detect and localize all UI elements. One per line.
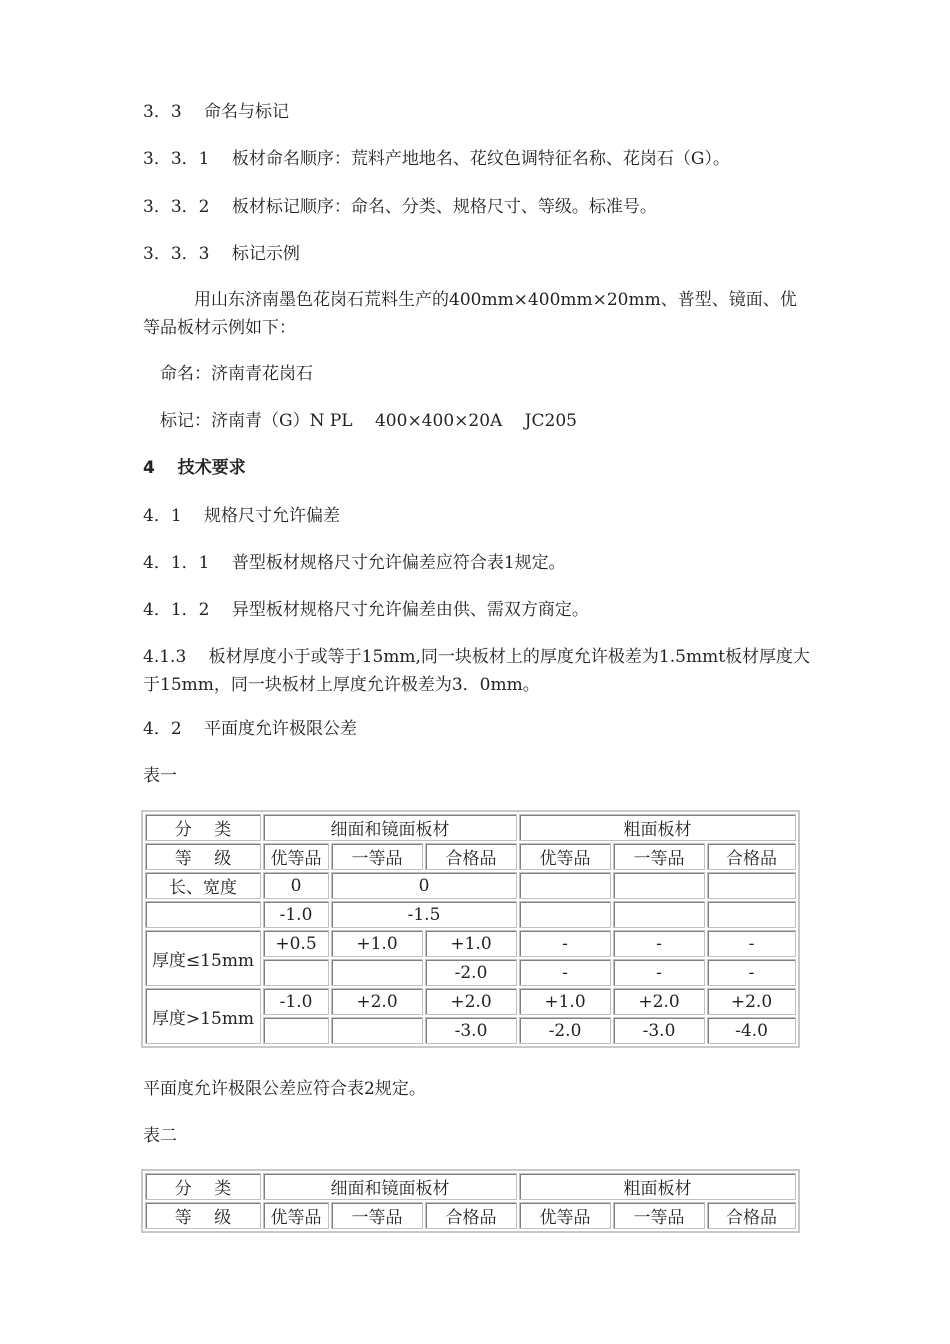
table1-cell [613,872,705,899]
table1-header-category: 分 类 [145,814,261,841]
table1-cell: +1.0 [331,930,423,957]
table2-grade-cell: 一等品 [613,1202,705,1229]
table1-cell: +0.5 [263,930,329,957]
table1-header-grade: 等 级 [145,843,261,870]
table1-cell [519,872,611,899]
table1-cell: +2.0 [331,988,423,1015]
section-4-1-3: 4.1.3 板材厚度小于或等于15mm,同一块板材上的厚度允许极差为1.5mmt板材厚度大于15mm，同一块板材上厚度允许极差为3．0mm。 [143,647,811,695]
table1-cell: +2.0 [707,988,796,1015]
table1-cell [263,959,329,986]
flatness-note: 平面度允许极限公差应符合表2规定。 [143,1079,426,1099]
table2-header-category: 分 类 [145,1173,261,1200]
table1-row-label [145,901,261,928]
table2-grade-cell: 一等品 [331,1202,423,1229]
example-paragraph: 用山东济南墨色花岗石荒料生产的400mm×400mm×20mm、普型、镜面、优等品板材示例如下： [143,290,797,338]
table1-row-label: 长、宽度 [145,872,261,899]
table1-cell: -1.5 [331,901,517,928]
table1-cell [263,1017,329,1044]
table1-cell: -2.0 [519,1017,611,1044]
table1-grade-cell: 优等品 [263,843,329,870]
section-3-3-heading: 3．3 命名与标记 [143,102,290,122]
table1-cell: +1.0 [519,988,611,1015]
table1-cell: -3.0 [613,1017,705,1044]
table1-cell: 0 [331,872,517,899]
table1-cell: +2.0 [425,988,517,1015]
table1-grade-cell: 合格品 [425,843,517,870]
table1-cell: -1.0 [263,988,329,1015]
table2-grade-cell: 优等品 [263,1202,329,1229]
table1-row-label: 厚度>15mm [145,988,261,1044]
table1-label: 表一 [143,766,177,786]
table1-grade-cell: 一等品 [331,843,423,870]
table1-cell: -3.0 [425,1017,517,1044]
table2-header-rough: 粗面板材 [519,1173,796,1200]
table1-cell: +2.0 [613,988,705,1015]
table1-cell: -1.0 [263,901,329,928]
table2 [141,1169,800,1233]
section-4-heading: 4 技术要求 [143,458,246,478]
table1-cell: - [613,959,705,986]
table1-grade-cell: 一等品 [613,843,705,870]
table1-cell [331,959,423,986]
table1-row-label: 厚度≤15mm [145,930,261,986]
table1-cell: - [707,959,796,986]
table1-cell [707,872,796,899]
table1-cell: -4.0 [707,1017,796,1044]
table1-header-fine: 细面和镜面板材 [263,814,517,841]
section-4-1: 4．1 规格尺寸允许偏差 [143,506,341,526]
table2-grade-cell: 合格品 [707,1202,796,1229]
table1-cell [519,901,611,928]
table1-cell: -2.0 [425,959,517,986]
table1-cell [331,1017,423,1044]
section-4-1-1: 4．1．1 普型板材规格尺寸允许偏差应符合表1规定。 [143,553,566,573]
table1-cell: - [519,959,611,986]
section-4-2: 4．2 平面度允许极限公差 [143,719,358,739]
section-3-3-3: 3．3．3 标记示例 [143,244,300,264]
table1-cell: - [519,930,611,957]
marking-example: 标记：济南青（G）N PL 400×400×20A JC205 [143,411,577,431]
table1-cell: 0 [263,872,329,899]
table2-header-grade: 等 级 [145,1202,261,1229]
table2-label: 表二 [143,1126,177,1146]
naming-example: 命名：济南青花岗石 [143,364,313,384]
table2-grade-cell: 合格品 [425,1202,517,1229]
section-4-1-2: 4．1．2 异型板材规格尺寸允许偏差由供、需双方商定。 [143,600,589,620]
section-3-3-1: 3．3．1 板材命名顺序：荒料产地地名、花纹色调特征名称、花岗石（G）。 [143,149,730,169]
table2-grade-cell: 优等品 [519,1202,611,1229]
table1-cell: - [613,930,705,957]
table1-cell: - [707,930,796,957]
table2-header-fine: 细面和镜面板材 [263,1173,517,1200]
table1-grade-cell: 优等品 [519,843,611,870]
table1-cell [707,901,796,928]
table1-cell: +1.0 [425,930,517,957]
table1-header-rough: 粗面板材 [519,814,796,841]
section-3-3-2: 3．3．2 板材标记顺序：命名、分类、规格尺寸、等级。标准号。 [143,197,657,217]
table1-grade-cell: 合格品 [707,843,796,870]
table1-cell [613,901,705,928]
table1 [141,810,800,1048]
